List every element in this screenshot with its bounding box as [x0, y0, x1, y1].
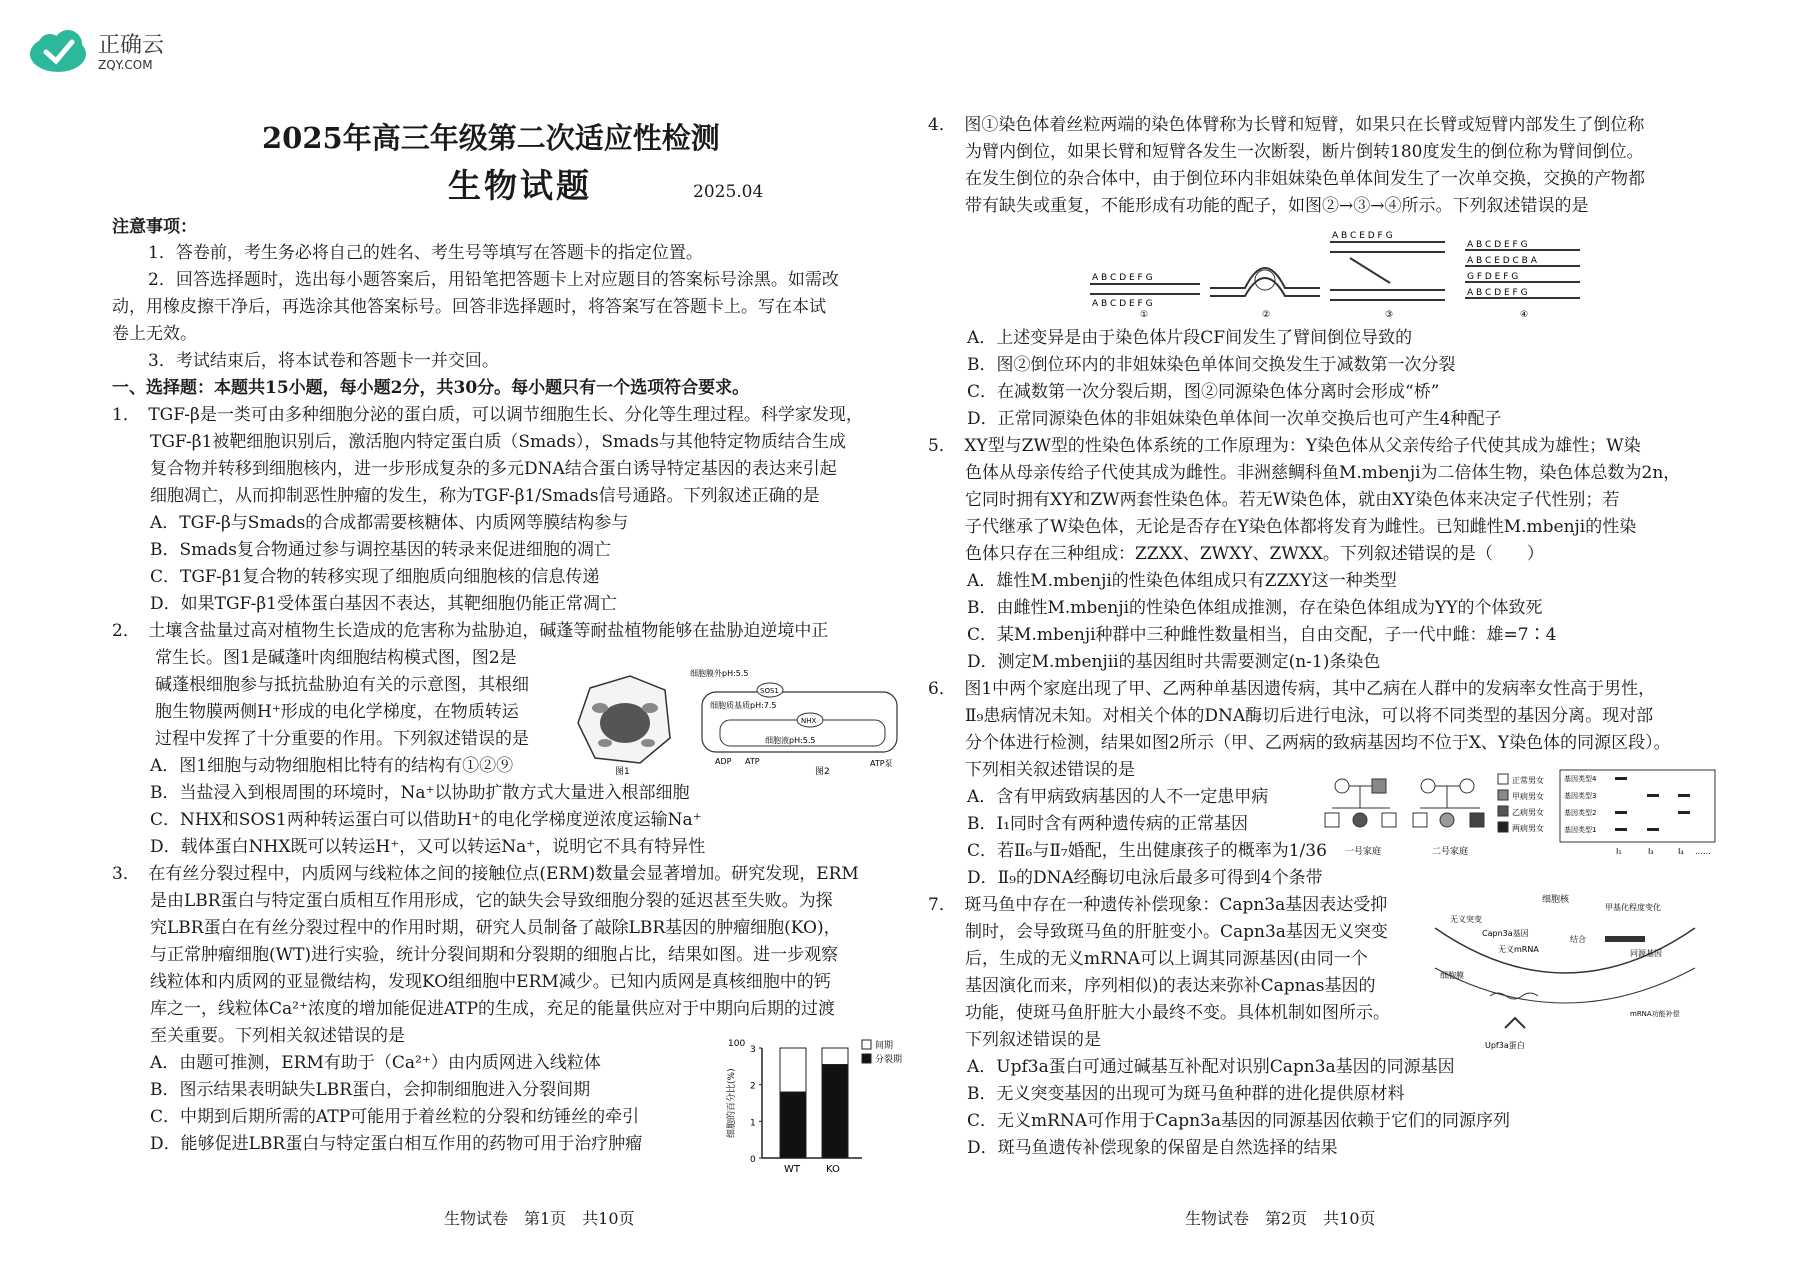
q1-line: 复合物并转移到细胞核内，进一步形成复杂的多元DNA结合蛋白诱导特定基因的表达来引起	[150, 459, 837, 479]
footer-right: 生物试卷 第2页 共10页	[1185, 1209, 1376, 1228]
nucleus-label: 细胞核	[1542, 895, 1570, 905]
exam-title: 2025年高三年级第二次适应性检测	[262, 121, 720, 155]
x-tick-label: WT	[784, 1164, 800, 1175]
fig4-label: ③	[1385, 310, 1394, 320]
membrane-label: 细胞膜	[1440, 971, 1464, 980]
seq: A B C D E F G	[1467, 240, 1528, 250]
fig2-vacuole-ph: 细胞液pH:5.5	[765, 736, 816, 745]
q4-option-c: C．在减数第一次分裂后期，图②同源染色体分离时会形成“桥”	[967, 382, 1440, 402]
logo-brand: 正确云	[98, 33, 165, 58]
fig2-atp: ATP	[745, 757, 760, 766]
q3-option-a: A．由题可推测，ERM有助于（Ca²⁺）由内质网进入线粒体	[150, 1053, 601, 1073]
q1-option-c: C．TGF-β1复合物的转移实现了细胞质向细胞核的信息传递	[150, 567, 600, 587]
q6-option-b: B．I₁同时含有两种遗传病的正常基因	[967, 814, 1249, 834]
section-heading: 一、选择题：本题共15小题，每小题2分，共30分。每小题只有一个选项符合要求。	[112, 378, 750, 398]
q2-option-b: B．当盐浸入到根周围的环境时，Na⁺以协助扩散方式大量进入根部细胞	[150, 783, 690, 803]
q2-option-a: A．图1细胞与动物细胞相比特有的结构有①②⑨	[150, 756, 514, 776]
q3-line: 是由LBR蛋白与特定蛋白质相互作用形成，它的缺失会导致细胞分裂的延迟甚至失败。为探	[150, 891, 833, 911]
q3-bar-chart	[722, 1036, 903, 1176]
pedigree-family1	[1325, 779, 1396, 857]
q7-line: 基因演化而来，序列相似)的表达来弥补Capnas基因的	[965, 976, 1376, 996]
bar-分裂期	[780, 1092, 806, 1158]
q7-option-a: A．Upf3a蛋白可通过碱基互补配对识别Capn3a基因的同源基因	[967, 1057, 1455, 1077]
fig2-outside-ph: 细胞膜外pH:5.5	[690, 669, 749, 678]
chromosome-fig4	[1465, 240, 1580, 320]
q3-option-b: B．图示结果表明缺失LBR蛋白，会抑制细胞进入分裂间期	[150, 1080, 591, 1100]
notice-item: 动，用橡皮擦干净后，再选涂其他答案标号。回答非选择题时，将答案写在答题卡上。写在本试	[112, 297, 826, 317]
seq: A B C E D F G	[1332, 231, 1393, 241]
notice-item: 1．答卷前，考生务必将自己的姓名、考生号等填写在答题卡的指定位置。	[148, 243, 703, 263]
q3-option-d: D．能够促进LBR蛋白与特定蛋白相互作用的药物可用于治疗肿瘤	[150, 1134, 643, 1154]
exam-subject: 生物试题	[448, 166, 592, 205]
q7-line: 下列叙述错误的是	[965, 1030, 1101, 1050]
legend-item: 正常男女	[1512, 776, 1544, 785]
q3-line: 究LBR蛋白在有丝分裂过程中的作用时期，研究人员制备了敲除LBR基因的肿瘤细胞(KO)，	[150, 918, 841, 938]
fig2-membrane-diagram	[690, 668, 897, 777]
q2-line: 2． 土壤含盐量过高对植物生长造成的危害称为盐胁迫，碱蓬等耐盐植物能够在盐胁迫逆境中正	[112, 621, 829, 641]
q4-line: 为臂内倒位，如果长臂和短臂各发生一次断裂，断片倒转180度发生的倒位称为臂间倒位。	[965, 142, 1644, 162]
q6-line: Ⅱ₉患病情况未知。对相关个体的DNA酶切后进行电泳，可以将不同类型的基因分离。现对部	[965, 706, 1654, 726]
legend-label: 分裂期	[875, 1055, 903, 1065]
fig2-label: 图2	[815, 767, 830, 777]
q3-line: 至关重要。下列相关叙述错误的是	[150, 1026, 405, 1046]
q5-line: 色体只存在三种组成：ZZXX、ZWXY、ZWXX。下列叙述错误的是（ ）	[965, 544, 1544, 564]
q3-line: 线粒体和内质网的亚显微结构，发现KO组细胞中ERM减少。已知内质网是真核细胞中的钙	[150, 972, 831, 992]
q7-line: 制时，会导致斑马鱼的肝脏变小。Capn3a基因无义突变	[965, 922, 1388, 942]
q6-option-a: A．含有甲病致病基因的人不一定患甲病	[967, 787, 1269, 807]
gene-type: 基因类型1	[1564, 826, 1597, 834]
family2-label: 二号家庭	[1432, 847, 1469, 857]
q7-line: 后，生成的无义mRNA可以上调其同源基因(由同一个	[965, 949, 1368, 969]
q2-option-c: C．NHX和SOS1两种转运蛋白可以借助H⁺的电化学梯度逆浓度运输Na⁺	[150, 810, 702, 830]
fig2-cytoplasm-ph: 细胞质基质pH:7.5	[710, 701, 777, 710]
q5-line: 它同时拥有XY和ZW两套性染色体。若无W染色体，就由XY染色体来决定子代性别；若	[965, 490, 1620, 510]
seq: A B C D E F G	[1092, 299, 1153, 309]
chromosome-fig3	[1330, 231, 1445, 320]
legend-item: 甲病男女	[1512, 792, 1544, 801]
chromosome-fig1	[1090, 273, 1200, 320]
q5-option-d: D．测定M.mbenjii的基因组时共需要测定(n-1)条染色	[967, 652, 1381, 672]
footer-left: 生物试卷 第1页 共10页	[444, 1209, 635, 1228]
q6-line: 下列相关叙述错误的是	[965, 760, 1135, 780]
homolog-label: 同源基因	[1630, 949, 1662, 958]
q4-line: 带有缺失或重复，不能形成有功能的配子，如图②→③→④所示。下列叙述错误的是	[965, 196, 1589, 216]
legend-label: 间期	[875, 1041, 894, 1051]
legend-item: 两病男女	[1512, 824, 1544, 833]
exam-date: 2025.04	[693, 182, 764, 202]
q5-line: 子代继承了W染色体，无论是否存在Y染色体都将发育为雌性。已知雌性M.mbenji的性染	[965, 517, 1637, 537]
mutation-label: 无义突变	[1450, 915, 1482, 924]
q1-option-a: A．TGF-β与Smads的合成都需要核糖体、内质网等膜结构参与	[150, 513, 629, 533]
q2-figures	[570, 668, 905, 778]
q3-line: 与正常肿瘤细胞(WT)进行实验，统计分裂间期和分裂期的细胞占比，结果如图。进一步观察	[150, 945, 839, 965]
q1-option-d: D．如果TGF-β1受体蛋白基因不表达，其靶细胞仍能正常凋亡	[150, 594, 617, 614]
fig1-label: 图1	[615, 767, 630, 777]
y-tick-label: 1	[750, 1118, 756, 1129]
legend-swatch	[862, 1040, 871, 1049]
gene-label: Capn3a基因	[1482, 929, 1529, 938]
comp-label: mRNA功能补偿	[1630, 1010, 1680, 1018]
q1-option-b: B．Smads复合物通过参与调控基因的转录来促进细胞的凋亡	[150, 540, 611, 560]
x-tick-label: KO	[826, 1164, 840, 1175]
q5-option-a: A．雄性M.mbenji的性染色体组成只有ZZXY这一种类型	[967, 571, 1397, 591]
bar-间期	[822, 1048, 848, 1065]
fig2-sos1: SOS1	[760, 687, 779, 695]
q7-option-c: C．无义mRNA可作用于Capn3a基因的同源基因依赖于它们的同源序列	[967, 1111, 1511, 1131]
q7-option-b: B．无义突变基因的出现可为斑马鱼种群的进化提供原材料	[967, 1084, 1405, 1104]
q6-option-c: C．若Ⅱ₆与Ⅱ₇婚配，生出健康孩子的概率为1/36	[967, 841, 1327, 861]
q3-line: 库之一，线粒体Ca²⁺浓度的增加能促进ATP的生成，充足的能量供应对于中期向后期的过渡	[150, 999, 836, 1019]
q7-option-d: D．斑马鱼遗传补偿现象的保留是自然选择的结果	[967, 1138, 1338, 1158]
mrna-label: 无义mRNA	[1498, 945, 1539, 954]
notice-item: 3．考试结束后，将本试卷和答题卡一并交回。	[148, 351, 499, 371]
y-tick-label: 2	[750, 1081, 756, 1092]
q3-line: 3． 在有丝分裂过程中，内质网与线粒体之间的接触位点(ERM)数量会显著增加。研究发现，ERM	[112, 864, 859, 884]
gene-type: 基因类型3	[1564, 792, 1597, 800]
bar-分裂期	[822, 1065, 848, 1159]
electrophoresis-gel	[1560, 770, 1715, 856]
notice-item: 2．回答选择题时，选出每小题答案后，用铅笔把答题卡上对应题目的答案标号涂黑。如需改	[148, 270, 839, 290]
seq: A B C D E F G	[1092, 273, 1153, 283]
q4-line: 4． 图①染色体着丝粒两端的染色体臂称为长臂和短臂，如果只在长臂或短臂内部发生了倒位称	[928, 115, 1645, 135]
chromosome-fig2	[1210, 268, 1320, 320]
q7-line: 功能，使斑马鱼肝脏大小最终不变。具体机制如图所示。	[965, 1003, 1390, 1023]
fig4-label: ②	[1262, 310, 1271, 320]
lane-label: I₄	[1678, 847, 1684, 856]
q6-line: 分个体进行检测，结果如图2所示（甲、乙两病的致病基因均不位于X、Y染色体的同源区段）。	[965, 733, 1671, 753]
q5-line: 5． XY型与ZW型的性染色体系统的工作原理为：Y染色体从父亲传给子代使其成为雄性；W染	[928, 436, 1641, 456]
lane-label: ……	[1695, 847, 1711, 856]
y-unit: 100	[728, 1039, 746, 1049]
q7-mechanism-diagram	[1430, 888, 1700, 1058]
fig4-label: ④	[1520, 310, 1529, 320]
gene-type: 基因类型2	[1564, 809, 1597, 817]
q2-line: 胞生物膜两侧H⁺形成的电化学梯度，在物质转运	[155, 702, 519, 722]
lane-label: I₁	[1616, 847, 1622, 856]
q5-option-b: B．由雌性M.mbenji的性染色体组成推测，存在染色体组成为YY的个体致死	[967, 598, 1543, 618]
seq: A B C D E F G	[1467, 288, 1528, 298]
y-tick-label: 0	[750, 1155, 756, 1165]
fig4-label: ①	[1140, 310, 1149, 320]
y-axis-label: 细胞的百分比(%)	[727, 1068, 737, 1138]
q1-line: 细胞凋亡，从而抑制恶性肿瘤的发生，称为TGF-β1/Smads信号通路。下列叙述正确的是	[150, 486, 820, 506]
q1-line: 1． TGF-β是一类可由多种细胞分泌的蛋白质，可以调节细胞生长、分化等生理过程。科学家发现，	[112, 405, 863, 425]
seq: A B C E D C B A	[1467, 256, 1537, 266]
y-tick-label: 3	[750, 1045, 756, 1055]
fig2-adp: ADP	[715, 757, 732, 766]
q6-pedigree-electrophoresis	[1320, 768, 1720, 860]
q4-line: 在发生倒位的杂合体中，由于倒位环内非姐妹染色单体间发生了一次单交换，交换的产物都	[965, 169, 1645, 189]
fig1-cell-diagram	[578, 676, 670, 777]
q3-option-c: C．中期到后期所需的ATP可能用于着丝粒的分裂和纺锤丝的牵引	[150, 1107, 640, 1127]
q4-chromosome-diagram	[1090, 228, 1670, 318]
fig2-pump: ATP泵	[870, 759, 893, 768]
logo-domain: ZQY.COM	[98, 58, 153, 72]
notice-item: 卷上无效。	[112, 324, 197, 344]
combine-label: 结合	[1570, 935, 1586, 944]
lane-label: I₃	[1648, 847, 1654, 856]
q2-line: 过程中发挥了十分重要的作用。下列叙述错误的是	[155, 729, 529, 749]
q5-line: 色体从母亲传给子代使其成为雌性。非洲慈鲷科鱼M.mbenji为二倍体生物，染色体总数为2n，	[965, 463, 1681, 483]
q2-option-d: D．载体蛋白NHX既可以转运H⁺，又可以转运Na⁺，说明它不具有特异性	[150, 837, 706, 857]
q4-option-a: A．上述变异是由于染色体片段CF间发生了臂间倒位导致的	[967, 328, 1413, 348]
q5-option-c: C．某M.mbenji种群中三种雌性数量相当，自由交配，子一代中雌：雄=7∶4	[967, 625, 1557, 645]
pedigree-legend	[1498, 774, 1544, 833]
q6-line: 6． 图1中两个家庭出现了甲、乙两种单基因遗传病，其中乙病在人群中的发病率女性高于男性，	[928, 679, 1656, 699]
family1-label: 一号家庭	[1345, 847, 1382, 857]
legend-swatch	[862, 1054, 871, 1063]
q4-option-b: B．图②倒位环内的非姐妹染色单体间交换发生于减数第一次分裂	[967, 355, 1456, 375]
q7-line: 7． 斑马鱼中存在一种遗传补偿现象：Capn3a基因表达受抑	[928, 895, 1388, 915]
fig2-nhx: NHX	[801, 717, 817, 725]
q4-option-d: D．正常同源染色体的非姐妹染色单体间一次单交换后也可产生4种配子	[967, 409, 1502, 429]
bar-间期	[780, 1048, 806, 1092]
protein-label: Upf3a蛋白	[1485, 1041, 1525, 1050]
pedigree-family2	[1413, 779, 1484, 857]
q2-line: 常生长。图1是碱蓬叶肉细胞结构模式图，图2是	[155, 648, 517, 668]
cloud-check-icon	[28, 26, 208, 74]
methyl-label: 甲基化程度变化	[1605, 903, 1661, 912]
notice-heading: 注意事项：	[112, 217, 197, 237]
q1-line: TGF-β1被靶细胞识别后，激活胞内特定蛋白质（Smads），Smads与其他特定物质结合生成	[150, 432, 846, 452]
seq: G F D E F G	[1467, 272, 1519, 282]
q2-line: 碱蓬根细胞参与抵抗盐胁迫有关的示意图，其根细	[155, 675, 529, 695]
q6-option-d: D．Ⅱ₉的DNA经酶切电泳后最多可得到4个条带	[967, 868, 1323, 888]
legend-item: 乙病男女	[1512, 808, 1544, 817]
zqy-logo	[28, 26, 208, 74]
gene-type: 基因类型4	[1564, 775, 1597, 783]
